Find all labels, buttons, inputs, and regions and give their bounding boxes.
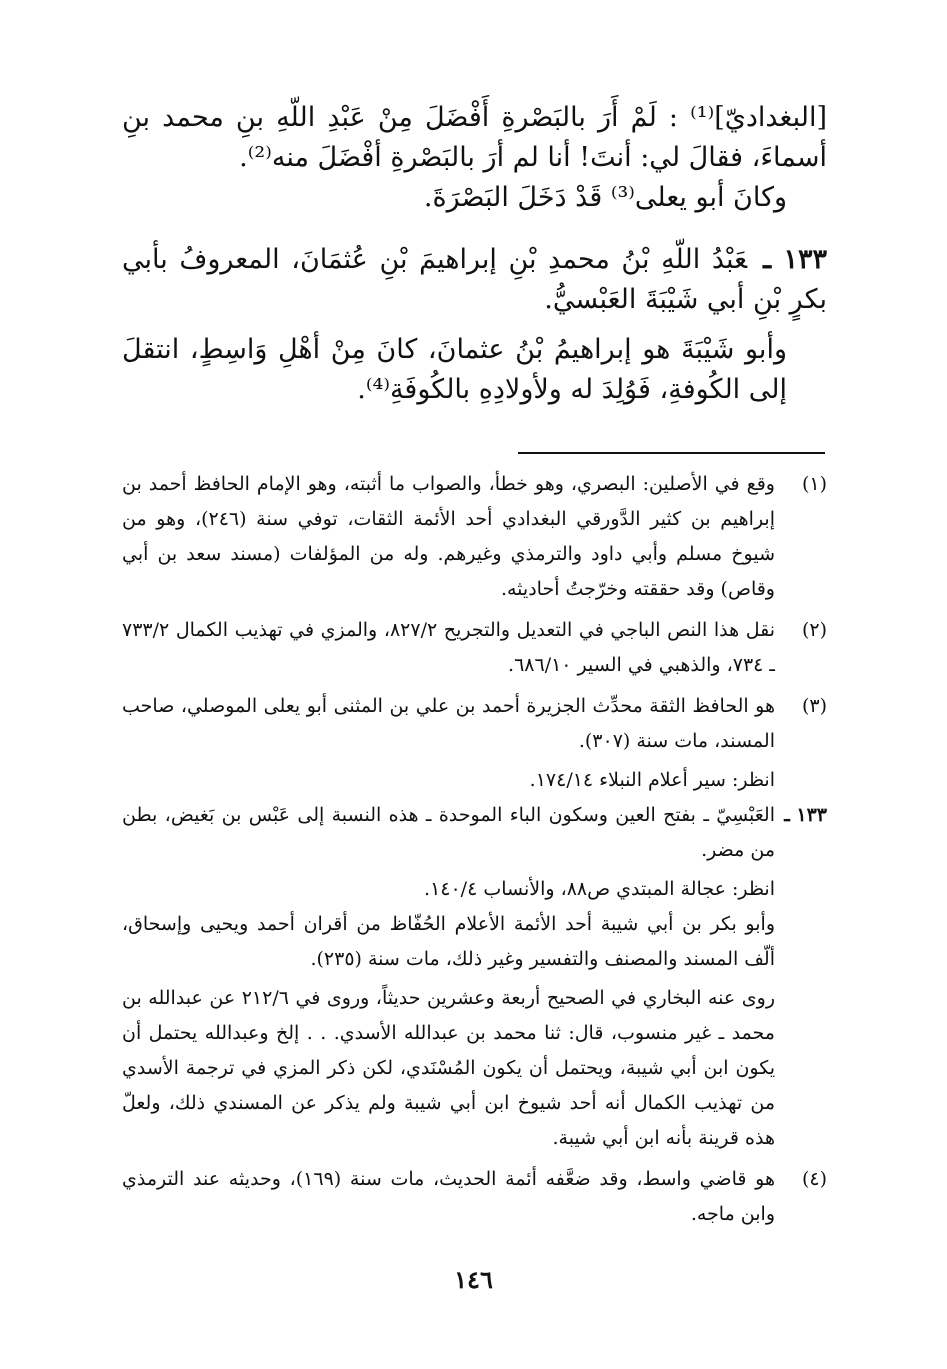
footnote-4 — [122, 1162, 827, 1232]
entry-heading: عَبْدُ اللّهِ بْنُ محمدِ بْنِ إبراهيمَ بْنِ عُثمَانَ، المعروفُ بأبي بكرٍ بْنِ أبي شَيْبَةَ العَبْسيُّ. — [122, 244, 827, 315]
biography-entry — [122, 240, 827, 320]
paragraph: وكانَ أبو يعلى⁽³⁾ قَدْ دَخَلَ البَصْرَةَ. — [423, 182, 787, 213]
footnote-number: (١) — [801, 473, 827, 495]
footnote-text: وقع في الأصلين: البصري، وهو خطأ، والصواب ما أثبته، وهو الإمام الحافظ أحمد بن إبراهيم بن كثير الدَّورقي البغدادي أحد الأئمة الثقات، توفي سنة (٢٤٦)، وهو من شيوخ مسلم وأبي داود والترمذي وغيرهم. وله من المؤلفات (مسند سعد بن أبي وقاص) وقد حققته وخرّجتُ أحاديثه. — [122, 473, 775, 600]
footnote-reference: انظر: عجالة المبتدي ص٨٨، والأنساب ١٤٠/٤. — [424, 878, 775, 900]
paragraph: [البغداديّ]⁽¹⁾ : لَمْ أَرَ بالبَصْرةِ أَفْضَلَ مِنْ عَبْدِ اللّهِ بنِ محمد بنِ أسماءَ، فقالَ لي: أنتَ! أنا لم أرَ بالبَصْرةِ أفْضَلَ منه⁽²⁾. — [122, 102, 827, 173]
footnote-text: العَبْسِيّ ـ بفتح العين وسكون الباء الموحدة ـ هذه النسبة إلى عَبْس بن بَغيض، بطن من مضر. — [122, 804, 775, 861]
entry-number: ١٣٣ ـ — [763, 244, 828, 275]
footnote-paragraph: روى عنه البخاري في الصحيح أربعة وعشرين حديثاً، وروى في ٢١٢/٦ عن عبدالله بن محمد ـ غير منسوب، قال: ثنا محمد بن عبدالله الأسدي. . . إلخ وعبدالله يحتمل أن يكون ابن أبي شيبة، ويحتمل أن يكون المُسْنَدي، لكن ذكر المزي في ترجمة الأسدي من تهذيب الكمال أنه أحد شيوخ ابن أبي شيبة ولم يذكر عن المسندي ذلك، ولعلّ هذه قرينة بأنه ابن أبي شيبة. — [122, 987, 775, 1149]
footnote-1 — [122, 467, 827, 607]
footnote-text: نقل هذا النص الباجي في التعديل والتجريح ٨٢٧/٢، والمزي في تهذيب الكمال ٧٣٣/٢ ـ ٧٣٤، والذهبي في السير ٦٨٦/١٠. — [122, 619, 776, 676]
footnote-number: (٢) — [801, 619, 827, 641]
footnote-separator — [518, 452, 825, 454]
main-text — [122, 98, 827, 410]
footnote-reference: انظر: سير أعلام النبلاء ١٧٤/١٤. — [529, 769, 775, 791]
footnote-paragraph: وأبو بكر بن أبي شيبة أحد الأئمة الأعلام الحُفّاظ من أقران أحمد ويحيى وإسحاق، ألّف المسند والمصنف والتفسير وغير ذلك، مات سنة (٢٣٥). — [122, 913, 775, 970]
footnote-number: (٤) — [801, 1168, 827, 1190]
footnote-number: (٣) — [801, 695, 827, 717]
page-number: ١٤٦ — [454, 1265, 493, 1294]
footnote-133 — [122, 798, 827, 1156]
footnote-text: هو الحافظ الثقة محدِّث الجزيرة أحمد بن علي بن المثنى أبو يعلى الموصلي، صاحب المسند، مات سنة (٣٠٧). — [122, 695, 775, 752]
footnote-text: هو قاضي واسط، وقد ضعَّفه أئمة الحديث، مات سنة (١٦٩)، وحديثه عند الترمذي وابن ماجه. — [122, 1168, 775, 1225]
footnotes — [122, 467, 827, 1232]
footnote-number: ١٣٣ ـ — [784, 804, 827, 826]
footnote-2 — [122, 613, 827, 683]
footnote-3 — [122, 689, 827, 798]
paragraph: وأبو شَيْبَةَ هو إبراهيمُ بْنُ عثمانَ، كانَ مِنْ أهْلِ وَاسِطٍ، انتقلَ إلى الكُوفةِ، فَوُلِدَ له ولأولادِهِ بالكُوفَةِ⁽⁴⁾. — [122, 334, 787, 405]
